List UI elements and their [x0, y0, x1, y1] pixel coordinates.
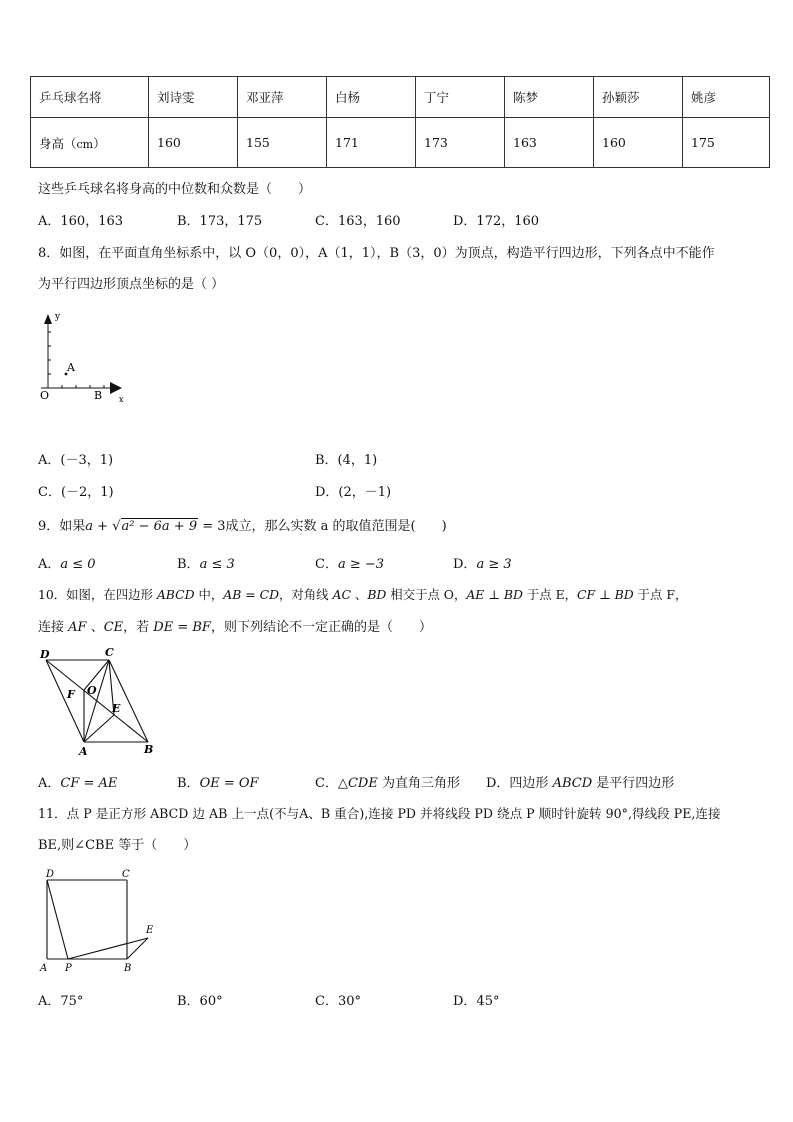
q7-option-d: D．172，160 — [453, 214, 540, 229]
origin-label: O — [40, 389, 50, 402]
q11-option-a: A．75° — [38, 994, 84, 1009]
table-cell: 173 — [416, 118, 505, 168]
x-axis-arrow-icon — [110, 382, 122, 394]
q10-option-b: B．OE = OF — [177, 776, 259, 791]
label-d: D — [46, 869, 55, 880]
table-header-cell: 陈梦 — [505, 77, 594, 118]
label-e: E — [112, 702, 121, 715]
q10-option-c: C．△CDE 为直角三角形 — [315, 776, 460, 791]
table-header-cell: 姚彦 — [683, 77, 770, 118]
q10-figure-lines — [46, 660, 148, 742]
q9-option-c: C．a ≥ −3 — [315, 557, 385, 572]
label-d: D — [40, 648, 50, 661]
y-axis-label: y — [55, 312, 61, 322]
q8-coordinate-figure — [36, 310, 128, 406]
q9-option-a: A．a ≤ 0 — [38, 557, 96, 572]
q11-option-d: D．45° — [453, 994, 500, 1009]
segment-dp — [47, 880, 68, 959]
q8-stem-line1: 8．如图，在平面直角坐标系中，以 O（0，0），A（1，1），B（3，0）为顶点，构造平行四边形，下列各点中不能作 — [38, 246, 715, 261]
q8-option-a: A．(－3，1) — [38, 453, 114, 468]
q8-option-d: D．(2，－1) — [315, 485, 392, 500]
table-header-cell: 丁宁 — [416, 77, 505, 118]
label-e: E — [146, 925, 154, 936]
x-axis-label: x — [119, 395, 124, 404]
segment-ad — [46, 660, 84, 742]
table-header-cell: 白杨 — [327, 77, 416, 118]
table-header-cell: 邓亚萍 — [238, 77, 327, 118]
table-cell: 171 — [327, 118, 416, 168]
table-header-row — [31, 77, 770, 118]
q10-stem-line1: 10．如图，在四边形 ABCD 中，AB = CD，对角线 AC 、BD 相交于点 O，AE ⊥ BD 于点 E，CF ⊥ BD 于点 F， — [38, 587, 688, 602]
y-axis-arrow-icon — [44, 314, 52, 324]
diagonal-ac — [84, 660, 109, 742]
q10-option-d: D．四边形 ABCD 是平行四边形 — [486, 776, 675, 791]
q7-option-a: A．160，163 — [38, 214, 124, 229]
q9-stem: 9．如果a + √a² − 6a + 9 = 3成立，那么实数 a 的取值范围是( ) — [38, 519, 447, 534]
label-f: F — [67, 688, 75, 701]
label-a: A — [79, 745, 88, 758]
q11-figure-lines — [47, 880, 148, 959]
table-cell: 175 — [683, 118, 770, 168]
q10-stem-line2: 连接 AF 、CE，若 DE = BF，则下列结论不一定正确的是（ ） — [38, 620, 432, 635]
table-row-label: 身高（cm） — [31, 118, 149, 168]
label-c: C — [122, 869, 130, 880]
segment-pe — [68, 938, 148, 959]
table-cell: 160 — [594, 118, 683, 168]
label-b: B — [144, 743, 154, 756]
table-header-cell: 乒乓球名将 — [31, 77, 149, 118]
q7-option-b: B．173，175 — [177, 214, 263, 229]
q7-stem: 这些乒乓球名将身高的中位数和众数是（ ） — [38, 182, 312, 197]
q8-option-c: C．(－2，1) — [38, 485, 114, 500]
q8-stem-line2: 为平行四边形顶点坐标的是（ ） — [38, 277, 225, 292]
table-cell: 160 — [149, 118, 238, 168]
q9-radicand: a² − 6a + 9 — [121, 519, 198, 534]
q11-option-c: C．30° — [315, 994, 361, 1009]
q10-quadrilateral-figure — [36, 644, 161, 759]
q11-option-b: B．60° — [177, 994, 223, 1009]
q10-option-a: A．CF = AE — [38, 776, 118, 791]
table-cell: 163 — [505, 118, 594, 168]
q11-stem-line2: BE,则∠CBE 等于（ ） — [38, 838, 197, 853]
q9-option-b: B．a ≤ 3 — [177, 557, 235, 572]
q9-option-d: D．a ≥ 3 — [453, 557, 512, 572]
table-cell: 155 — [238, 118, 327, 168]
q8-option-b: B．(4，1) — [315, 453, 378, 468]
point-b-label: B — [94, 389, 103, 402]
q11-square-figure — [36, 866, 160, 976]
q11-stem-line1: 11．点 P 是正方形 ABCD 边 AB 上一点(不与A、B 重合),连接 PD 并将线段 PD 绕点 P 顺时针旋转 90°,得线段 PE,连接 — [38, 806, 721, 821]
label-b: B — [124, 963, 132, 974]
sqrt-radical-icon: √ — [112, 519, 121, 534]
label-o: O — [87, 684, 97, 697]
q7-option-c: C．163，160 — [315, 214, 401, 229]
heights-table — [30, 76, 770, 168]
label-c: C — [105, 646, 114, 659]
table-row — [31, 118, 770, 168]
label-a: A — [40, 963, 48, 974]
point-a-label: A — [67, 361, 75, 374]
table-header-cell: 刘诗雯 — [149, 77, 238, 118]
label-p: P — [65, 963, 72, 974]
table-header-cell: 孙颖莎 — [594, 77, 683, 118]
segment-cb — [109, 660, 148, 742]
